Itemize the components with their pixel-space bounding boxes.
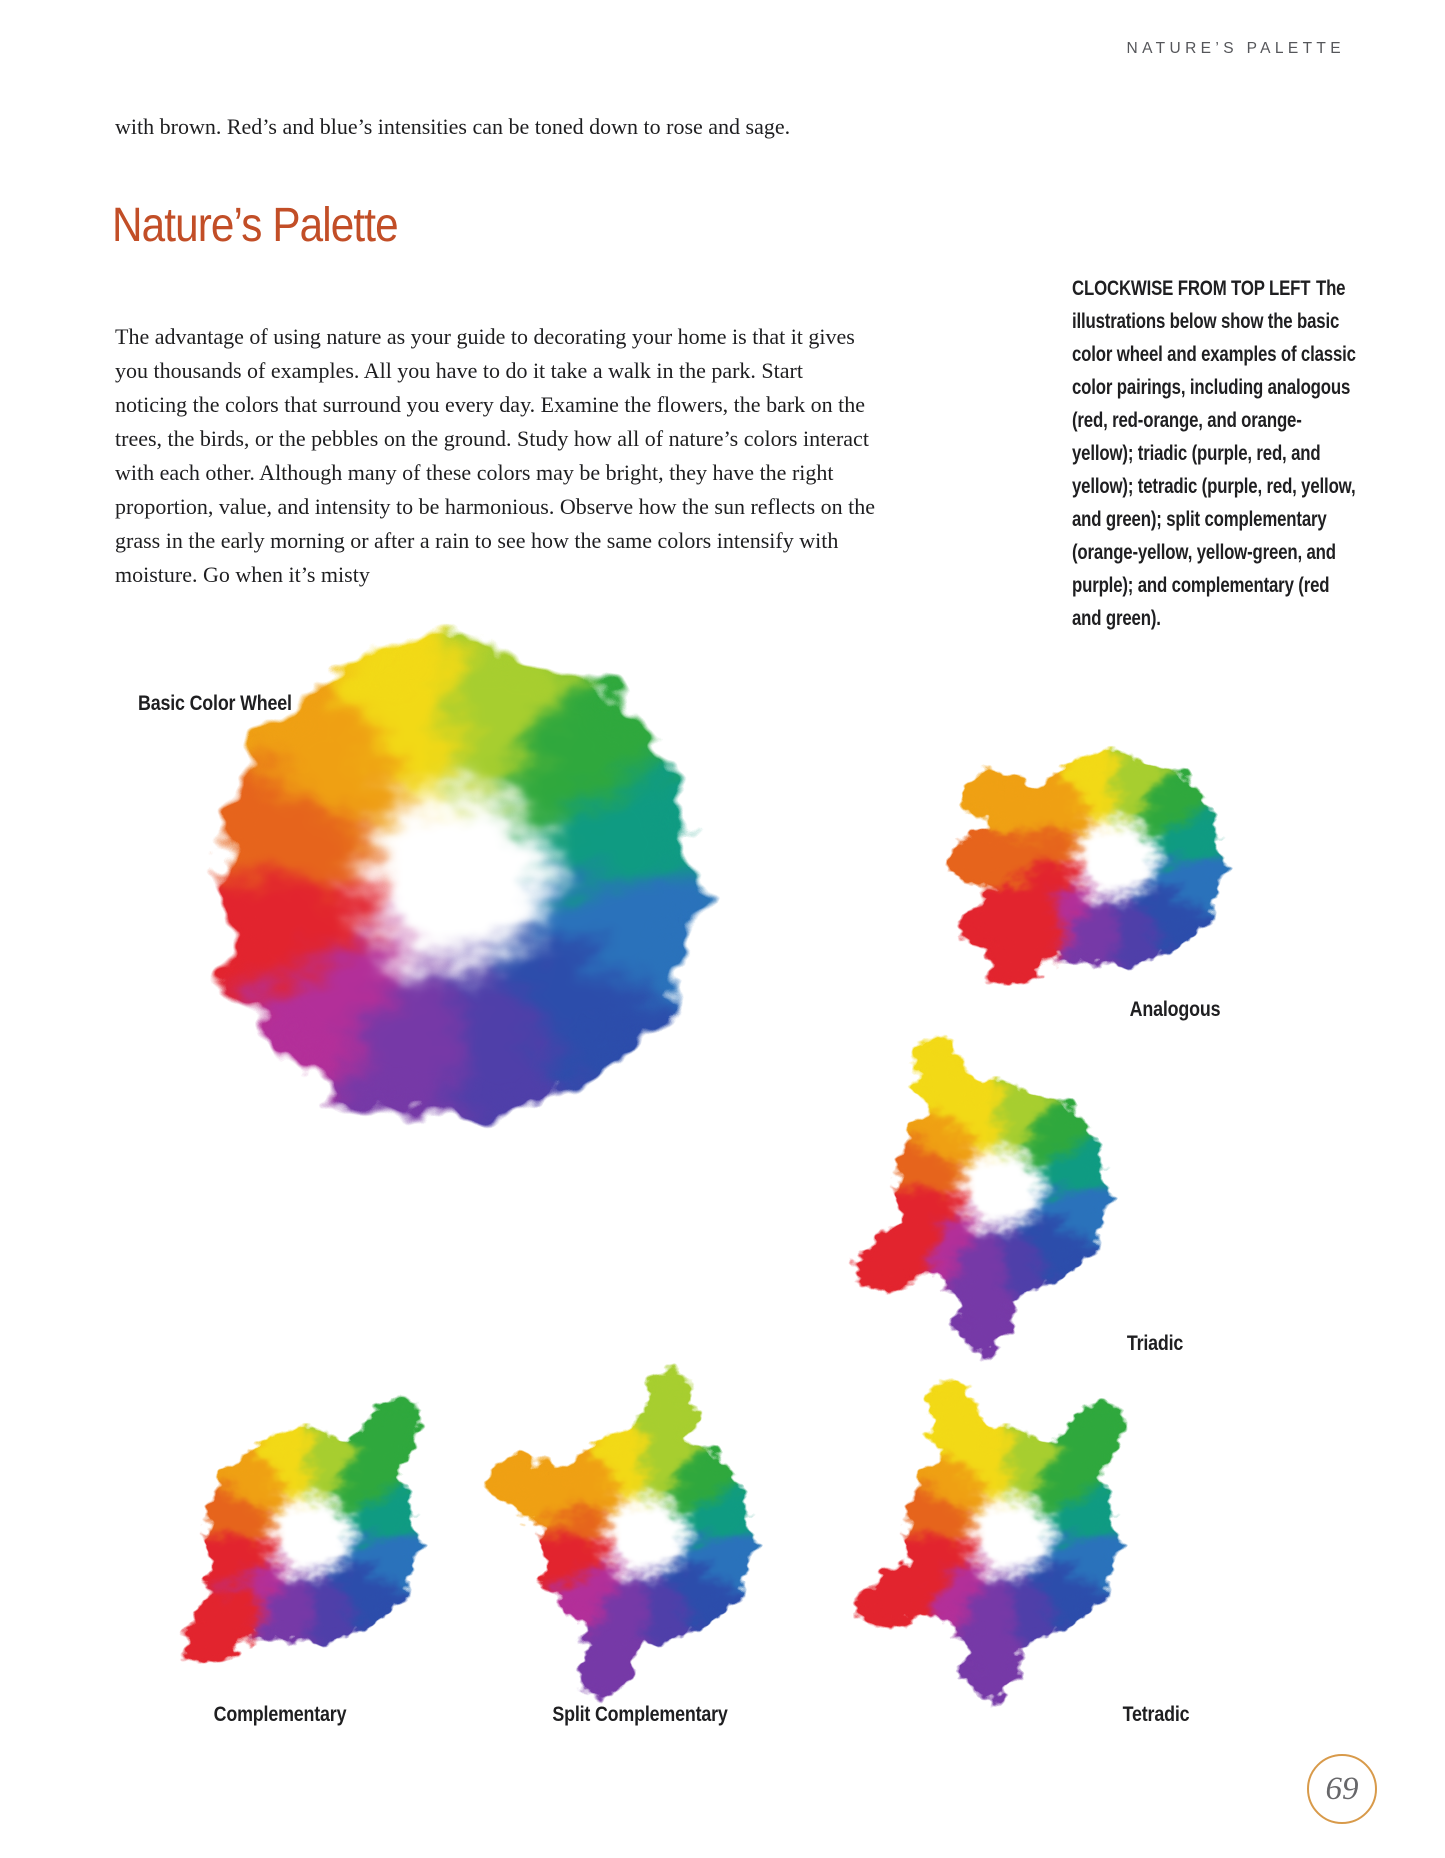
triadic-wheel-image <box>835 1025 1165 1355</box>
basic-color-wheel-label: Basic Color Wheel <box>138 692 292 715</box>
analogous-label: Analogous <box>1129 998 1221 1021</box>
tetradic-wheel-image <box>845 1372 1175 1702</box>
running-header: NATURE’S PALETTE <box>1126 40 1345 57</box>
intro-paragraph: with brown. Red’s and blue’s intensities can be toned down to rose and sage. <box>115 114 791 139</box>
section-body-paragraph: The advantage of using nature as your guide to decorating your home is that it gives you thousands of examples. All you have to do it take a walk in the park. Start noticing the colors that surround you every day. Examine the flowers, the bark on the trees, the birds, or the pebbles on the ground. Study how all of nature’s colors interact with each other. Although many of these colors may be bright, they have the right proportion, value, and intensity to be harmonious. Observe how the sun reflects on the grass in the early morning or after a rain to see how the same colors intensify with moisture. Go when it’s misty <box>115 324 876 587</box>
tetradic-label: Tetradic <box>1122 1703 1190 1726</box>
triadic-label: Triadic <box>1126 1332 1184 1355</box>
split-complementary-label: Split Complementary <box>552 1703 728 1726</box>
page-number-badge <box>1307 1754 1377 1824</box>
complementary-wheel-image <box>145 1372 475 1702</box>
section-heading: Nature’s Palette <box>112 199 398 252</box>
figure-caption <box>1072 272 1358 635</box>
split-complementary-wheel-image <box>480 1372 810 1702</box>
basic-color-wheel-image <box>85 510 825 1250</box>
complementary-label: Complementary <box>213 1703 347 1726</box>
caption-lead-in: CLOCKWISE FROM TOP LEFT <box>1072 277 1311 300</box>
page-number: 69 <box>1325 1770 1359 1807</box>
analogous-wheel-image <box>950 695 1280 1025</box>
caption-body: The illustrations below show the basic color wheel and examples of classic color pairings, including analogous (red, red-orange, and orange-yellow); triadic (purple, red, and yellow); tetradic (purple, red, yellow, and green); split complementary (orange-yellow, yellow-green, and purple); and complementary (red and green). <box>1072 277 1356 630</box>
